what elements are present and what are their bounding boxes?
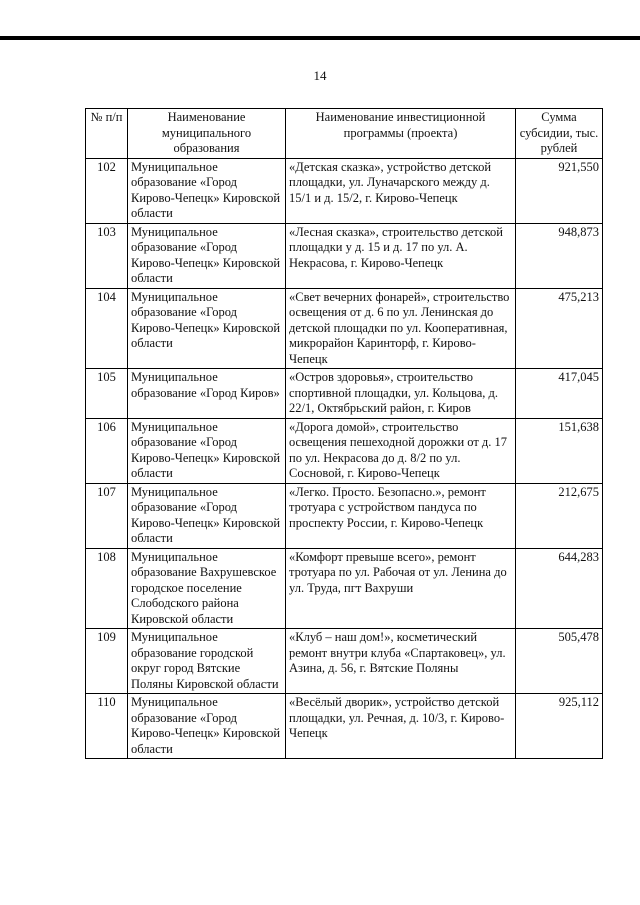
header-program: Наименование инвестиционной программы (проекта)	[286, 109, 516, 159]
header-sum: Сумма субсидии, тыс. рублей	[516, 109, 603, 159]
row-sum: 475,213	[516, 288, 603, 369]
row-municipality: Муниципальное образование «Город Кирово-Чепецк» Кировской области	[128, 694, 286, 759]
row-sum: 212,675	[516, 483, 603, 548]
row-sum: 505,478	[516, 629, 603, 694]
page-number: 14	[313, 68, 327, 83]
table-body	[86, 158, 603, 759]
header-num: № п/п	[86, 109, 128, 159]
row-municipality: Муниципальное образование «Город Киров»	[128, 369, 286, 419]
table-row	[86, 369, 603, 419]
table-row	[86, 223, 603, 288]
table-row	[86, 629, 603, 694]
row-sum: 948,873	[516, 223, 603, 288]
row-number: 102	[86, 158, 128, 223]
row-number: 110	[86, 694, 128, 759]
subsidy-table	[85, 108, 603, 759]
row-sum: 925,112	[516, 694, 603, 759]
row-program: «Остров здоровья», строительство спортивной площадки, ул. Кольцова, д. 22/1, Октябрьский район, г. Киров	[286, 369, 516, 419]
row-sum: 644,283	[516, 548, 603, 629]
table-row	[86, 158, 603, 223]
row-number: 108	[86, 548, 128, 629]
top-rule	[0, 36, 640, 40]
row-sum: 151,638	[516, 418, 603, 483]
row-program: «Свет вечерних фонарей», строительство освещения от д. 6 по ул. Ленинская до детской площадки по ул. Кооперативная, микрорайон Каринторф, г. Кирово-Чепецк	[286, 288, 516, 369]
row-program: «Лесная сказка», строительство детской площадки у д. 15 и д. 17 по ул. А. Некрасова, г. Кирово-Чепецк	[286, 223, 516, 288]
row-program: «Весёлый дворик», устройство детской площадки, ул. Речная, д. 10/3, г. Кирово-Чепецк	[286, 694, 516, 759]
row-program: «Дорога домой», строительство освещения пешеходной дорожки от д. 17 по ул. Некрасова до д. 8/2 по ул. Сосновой, г. Кирово-Чепецк	[286, 418, 516, 483]
row-number: 105	[86, 369, 128, 419]
row-program: «Комфорт превыше всего», ремонт тротуара по ул. Рабочая от ул. Ленина до ул. Труда, пгт Вахруши	[286, 548, 516, 629]
table-row	[86, 418, 603, 483]
table-row	[86, 483, 603, 548]
row-municipality: Муниципальное образование «Город Кирово-Чепецк» Кировской области	[128, 418, 286, 483]
row-municipality: Муниципальное образование городской округ город Вятские Поляны Кировской области	[128, 629, 286, 694]
header-row	[86, 109, 603, 159]
row-municipality: Муниципальное образование Вахрушевское городское поселение Слободского района Кировской области	[128, 548, 286, 629]
row-municipality: Муниципальное образование «Город Кирово-Чепецк» Кировской области	[128, 483, 286, 548]
row-number: 109	[86, 629, 128, 694]
row-municipality: Муниципальное образование «Город Кирово-Чепецк» Кировской области	[128, 288, 286, 369]
row-number: 103	[86, 223, 128, 288]
row-number: 104	[86, 288, 128, 369]
table-row	[86, 288, 603, 369]
row-municipality: Муниципальное образование «Город Кирово-Чепецк» Кировской области	[128, 158, 286, 223]
table-row	[86, 548, 603, 629]
header-municipality: Наименование муниципального образования	[128, 109, 286, 159]
row-sum: 921,550	[516, 158, 603, 223]
row-program: «Клуб – наш дом!», косметический ремонт внутри клуба «Спартаковец», ул. Азина, д. 56, г. Вятские Поляны	[286, 629, 516, 694]
row-program: «Легко. Просто. Безопасно.», ремонт тротуара с устройством пандуса по проспекту России, г. Кирово-Чепецк	[286, 483, 516, 548]
row-municipality: Муниципальное образование «Город Кирово-Чепецк» Кировской области	[128, 223, 286, 288]
row-number: 107	[86, 483, 128, 548]
table-row	[86, 694, 603, 759]
row-program: «Детская сказка», устройство детской площадки, ул. Луначарского между д. 15/1 и д. 15/2, г. Кирово-Чепецк	[286, 158, 516, 223]
row-number: 106	[86, 418, 128, 483]
row-sum: 417,045	[516, 369, 603, 419]
